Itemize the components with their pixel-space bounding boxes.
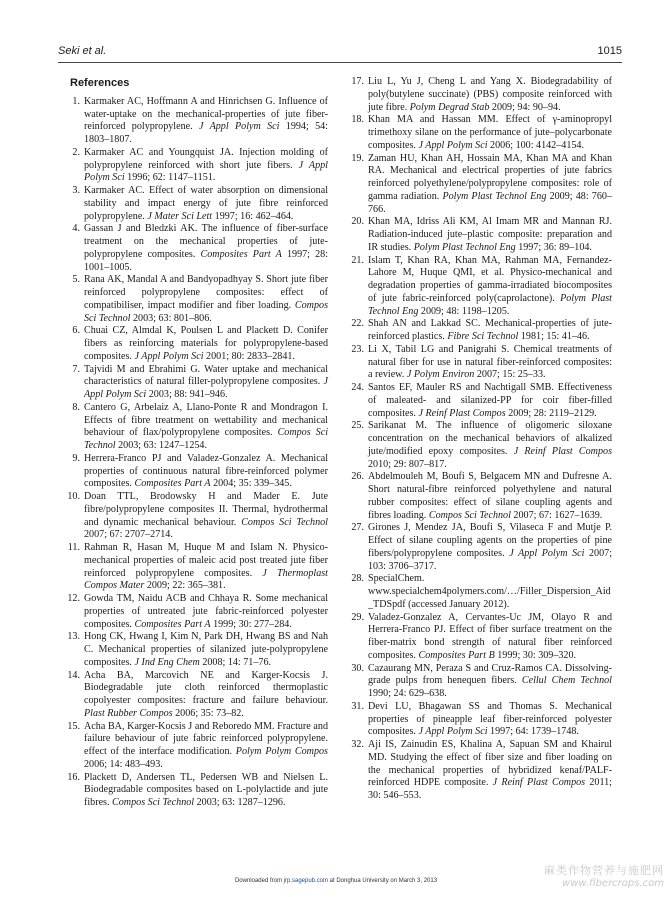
- reference-journal: Plast Rubber Compos: [84, 707, 173, 719]
- reference-text: Hong CK, Hwang I, Kim N, Park DH, Hwang BS and Nah C. Mechanical properties of silanized jute-polypropylene composites.: [84, 631, 328, 668]
- reference-journal: Composites Part A: [200, 248, 282, 260]
- reference-text: 2009; 48: 1198–1205.: [418, 305, 510, 317]
- reference-journal: Fibre Sci Technol: [447, 331, 519, 342]
- reference-journal: J Appl Polym Sci: [509, 547, 585, 559]
- reference-journal: J Appl Polym Sci: [418, 139, 488, 151]
- reference-text: 2003; 63: 801–806.: [130, 312, 212, 324]
- footer-suffix: at Donghua University on March 3, 2013: [328, 878, 438, 884]
- reference-number: 13.: [67, 631, 80, 643]
- reference-number: 28.: [351, 573, 364, 585]
- reference-text: 2007; 15: 25–33.: [474, 369, 546, 381]
- reference-text: 1996; 62: 1147–1151.: [124, 172, 216, 184]
- reference-number: 18.: [351, 114, 364, 126]
- reference-journal: J Polym Environ: [406, 369, 475, 381]
- reference-text: Sarikanat M. The influence of oligomeric siloxane concentration on the mechanical behaviors of alkalized jute/modified epoxy composites.: [368, 420, 612, 457]
- reference-text: 1997; 36: 89–104.: [515, 241, 592, 253]
- watermark-url: www.fibercrops.com: [562, 878, 664, 889]
- reference-journal: J Ind Eng Chem: [134, 656, 200, 668]
- reference-item: [346, 153, 612, 217]
- reference-text: Chuai CZ, Almdal K, Poulsen L and Plackett D. Conifer fibers as reinforcing materials for polypropylene-based composites.: [84, 325, 328, 362]
- reference-number: 14.: [67, 669, 80, 681]
- reference-item: [62, 593, 328, 631]
- reference-text: 2009; 22: 365–381.: [144, 580, 226, 592]
- reference-number: 8.: [72, 401, 80, 413]
- reference-text: 1999; 30: 309–320.: [494, 649, 577, 661]
- reference-number: 32.: [351, 739, 364, 750]
- reference-text: Herrera-Franco PJ and Valadez-Gonzalez A. Mechanical properties of continuous natural fibre-reinforced polymer composites.: [84, 452, 328, 490]
- page-number: 1015: [597, 45, 622, 57]
- reference-text: Zaman HU, Khan AH, Hossain MA, Khan MA and Khan RA. Mechanical and electrical properties of jute fabrics reinforced polyethylene/polypropylene composites: role of gamma radiation.: [368, 152, 612, 202]
- reference-text: Santos EF, Mauler RS and Nachtigall SMB. Effectiveness of maleated- and silanized-PP for coir fiber-filled composites.: [368, 382, 612, 419]
- reference-item: [62, 147, 328, 185]
- reference-text: 2006; 35: 73–82.: [172, 707, 244, 719]
- reference-text: Rana AK, Mandal A and Bandyopadhyay S. Short jute fiber reinforced polypropylene composites: effect of compatibiliser, impact modifier and fiber loading.: [84, 274, 328, 311]
- reference-text: Aji IS, Zainudin ES, Khalina A, Sapuan SM and Khairul MD. Studying the effect of fiber size and fiber loading on the mechanical properties of hybridized kenaf/PALF-reinforced HDPE composite.: [368, 739, 612, 789]
- reference-text: Girones J, Mendez JA, Boufi S, Vilaseca F and Mutje P. Effect of silane coupling agents on the properties of pine fibers/polypropylene composites.: [368, 522, 612, 559]
- reference-text: SpecialChem. www.specialchem4polymers.com/…/Filler_Dispersion_Aid_TDSpdf (accessed January 2012).: [368, 573, 611, 610]
- reference-item: [346, 573, 612, 611]
- reference-number: 15.: [67, 720, 80, 732]
- reference-text: 2007; 103: 3706–3717.: [368, 547, 612, 572]
- running-header-authors: Seki et al.: [58, 45, 107, 57]
- reference-item: [346, 471, 612, 522]
- reference-number: 7.: [72, 363, 80, 375]
- reference-text: 1994; 54: 1803–1807.: [84, 121, 328, 145]
- footer-link[interactable]: jrp.sagepub.com: [283, 878, 328, 884]
- reference-text: Abdelmouleh M, Boufi S, Belgacem MN and Dufresne A. Short natural-fibre reinforced polyethylene and natural rubber composites: effect of silane coupling agents and fibres loading.: [368, 471, 612, 521]
- reference-number: 11.: [67, 542, 80, 553]
- reference-text: Cantero G, Arbelaiz A, Llano-Ponte R and Mondragon I. Effects of fibre treatment on wettability and mechanical behaviour of flax/polypropylene composites.: [84, 401, 328, 439]
- references-left-column: [62, 76, 328, 810]
- reference-item: [346, 382, 612, 420]
- reference-item: [346, 216, 612, 254]
- reference-journal: Compos Sci Technol: [84, 427, 328, 451]
- reference-number: 25.: [351, 420, 364, 432]
- reference-text: Acha BA, Marcovich NE and Karger-Kocsis J. Biodegradable jute cloth reinforced thermoplastic copolyester composites: fracture and failure behaviour.: [84, 669, 328, 706]
- reference-item: [62, 772, 328, 810]
- reference-journal: J Thermoplast Compos Mater: [84, 567, 328, 592]
- header-rule: [58, 62, 622, 63]
- reference-item: [62, 325, 328, 363]
- reference-journal: Polym Plast Technol Eng: [442, 190, 547, 202]
- reference-number: 16.: [67, 771, 80, 783]
- reference-text: 2009; 94: 90–94.: [489, 101, 561, 113]
- reference-text: Islam T, Khan RA, Khan MA, Rahman MA, Fernandez-Lahore M, Huque QMI, et al. Physico-mechanical and degradation properties of gamma-irradiated biocomposites of jute fabric-reinforced poly(caprolactone).: [368, 254, 612, 304]
- references-right-column: [346, 76, 612, 803]
- site-watermark: [544, 864, 664, 890]
- reference-text: Doan TTL, Brodowsky H and Mader E. Jute fibre/polypropylene composites II. Thermal, hydrothermal and dynamic mechanical behaviour.: [84, 491, 328, 528]
- references-heading: References: [70, 77, 130, 89]
- reference-number: 24.: [351, 382, 364, 393]
- reference-text: 1990; 24: 629–638.: [368, 688, 447, 699]
- reference-text: Liu L, Yu J, Cheng L and Yang X. Biodegradability of poly(butylene succinate) (PBS) composite reinforced with jute fibre.: [368, 76, 612, 113]
- reference-text: 2003; 63: 1247–1254.: [115, 440, 207, 451]
- reference-text: 2003; 63: 1287–1296.: [194, 797, 286, 808]
- reference-item: [62, 721, 328, 772]
- reference-number: 6.: [72, 325, 80, 337]
- reference-journal: Compos Sci Technol: [84, 299, 328, 324]
- reference-journal: Composites Part A: [134, 618, 211, 630]
- reference-journal: J Appl Polym Sci: [198, 121, 280, 133]
- reference-number: 1.: [72, 95, 80, 107]
- reference-number: 5.: [72, 274, 80, 286]
- reference-item: [346, 420, 612, 471]
- watermark-chinese: 麻类作物营养与施肥网: [544, 864, 664, 877]
- reference-text: Valadez-Gonzalez A, Cervantes-Uc JM, Olayo R and Herrera-Franco PJ. Effect of fiber surface treatment on the fiber-matrix bond strength of natural fiber reinforced composites.: [368, 611, 612, 661]
- reference-journal: Polym Degrad Stab: [409, 101, 490, 113]
- reference-number: 27.: [351, 522, 364, 534]
- reference-text: 1999; 30: 277–284.: [210, 618, 292, 630]
- reference-text: Karmaker AC and Youngquist JA. Injection molding of polypropylene reinforced with short jute fibers.: [84, 146, 328, 171]
- reference-item: [346, 663, 612, 701]
- reference-journal: J Appl Polym Sci: [418, 726, 488, 738]
- reference-text: Cazaurang MN, Peraza S and Cruz-Ramos CA. Dissolving-grade pulps from henequen fibers.: [368, 662, 612, 687]
- reference-text: 2008; 14: 71–76.: [199, 656, 272, 668]
- reference-text: Khan MA and Hassan MM. Effect of γ-aminopropyl trimethoxy silane on the performance of jute–polycarbonate composites.: [368, 114, 612, 151]
- reference-text: 2001; 80: 2833–2841.: [203, 350, 295, 362]
- reference-journal: J Reinf Plast Compos: [492, 777, 586, 789]
- reference-journal: Polym Polym Compos: [235, 746, 328, 757]
- reference-text: Li X, Tabil LG and Panigrahi S. Chemical treatments of natural fiber for use in natural fiber-reinforced composites: a review.: [368, 343, 612, 381]
- reference-journal: Composites Part A: [134, 478, 211, 490]
- reference-text: Karmaker AC, Hoffmann A and Hinrichsen G. Influence of water-uptake on the mechanical-properties of jute fiber-reinforced polypropylene.: [84, 95, 328, 133]
- reference-item: [62, 96, 328, 147]
- reference-item: [62, 670, 328, 721]
- reference-item: [346, 522, 612, 573]
- reference-journal: J Reinf Plast Compos: [513, 445, 612, 457]
- reference-text: 2003; 88: 941–946.: [146, 389, 228, 400]
- reference-text: 2007; 67: 1627–1639.: [510, 509, 603, 521]
- reference-number: 26.: [351, 471, 364, 483]
- reference-text: 1981; 15: 41–46.: [518, 331, 590, 342]
- reference-journal: J Reinf Plast Compos: [418, 407, 506, 419]
- reference-list-left: [62, 96, 328, 810]
- reference-text: Plackett D, Andersen TL, Pedersen WB and Nielsen L. Biodegradable composites based on L-polylactide and jute fibres.: [84, 771, 328, 808]
- reference-journal: Polym Plast Technol Eng: [368, 292, 612, 317]
- reference-text: 2006; 14: 483–493.: [84, 758, 163, 770]
- reference-number: 9.: [72, 452, 80, 464]
- reference-text: 1997; 64: 1739–1748.: [487, 726, 579, 738]
- reference-item: [62, 453, 328, 491]
- reference-text: 2009; 28: 2119–2129.: [505, 407, 597, 419]
- reference-text: 2004; 35: 339–345.: [210, 478, 292, 490]
- reference-item: [346, 255, 612, 319]
- reference-text: 2010; 29: 807–817.: [368, 458, 447, 470]
- reference-journal: J Appl Polym Sci: [134, 350, 204, 362]
- reference-number: 2.: [72, 146, 80, 158]
- reference-journal: Compos Sci Technol: [428, 509, 511, 521]
- reference-item: [346, 739, 612, 803]
- reference-item: [62, 402, 328, 453]
- reference-number: 17.: [351, 76, 364, 87]
- reference-item: [346, 318, 612, 344]
- reference-journal: Cellul Chem Technol: [521, 675, 612, 687]
- reference-number: 21.: [351, 254, 364, 266]
- reference-list-right: [346, 76, 612, 803]
- reference-item: [62, 631, 328, 669]
- reference-text: 2011; 30: 546–553.: [368, 777, 612, 801]
- reference-number: 19.: [351, 152, 364, 164]
- reference-item: [346, 701, 612, 739]
- reference-item: [62, 542, 328, 593]
- reference-number: 23.: [351, 343, 364, 355]
- reference-journal: Composites Part B: [418, 649, 495, 661]
- reference-text: Gowda TM, Naidu ACB and Chhaya R. Some mechanical properties of untreated jute fabric-reinforced polyester composites.: [84, 593, 328, 630]
- reference-text: Karmaker AC. Effect of water absorption on dimensional stability and impact energy of jute fibre reinforced polypropylene.: [84, 185, 328, 222]
- reference-text: 2009; 48: 760–766.: [368, 190, 612, 215]
- reference-journal: J Appl Polym Sci: [84, 159, 328, 184]
- reference-item: [62, 185, 328, 223]
- reference-text: Acha BA, Karger-Kocsis J and Reboredo MM. Fracture and failure behaviour of jute fabric reinforced polypropylene. effect of the interface modification.: [84, 720, 328, 757]
- reference-journal: J Appl Polym Sci: [84, 376, 328, 400]
- reference-text: Tajvidi M and Ebrahimi G. Water uptake and mechanical characteristics of natural filler-polypropylene composites.: [84, 363, 328, 388]
- reference-item: [62, 223, 328, 274]
- reference-item: [62, 364, 328, 402]
- reference-text: Devi LU, Bhagawan SS and Thomas S. Mechanical properties of pineapple leaf fiber-reinforced polyester composites.: [368, 700, 612, 738]
- reference-number: 3.: [72, 185, 80, 196]
- reference-item: [346, 76, 612, 114]
- reference-text: Rahman R, Hasan M, Huque M and Islam N. Physico-mechanical properties of maleic acid post treated jute fiber reinforced polypropylene composites.: [84, 542, 328, 579]
- reference-item: [346, 612, 612, 663]
- reference-text: 2006; 100: 4142–4154.: [487, 139, 584, 151]
- reference-text: 1997; 28: 1001–1005.: [84, 248, 329, 273]
- footer-prefix: Downloaded from: [234, 878, 284, 884]
- reference-number: 31.: [351, 700, 364, 712]
- reference-item: [346, 344, 612, 382]
- reference-journal: J Mater Sci Lett: [147, 210, 213, 222]
- reference-item: [62, 274, 328, 325]
- reference-text: Khan MA, Idriss Ali KM, Al Imam MR and Mannan RJ. Radiation-induced jute–plastic composite: preparation and IR studies.: [368, 216, 612, 253]
- reference-number: 20.: [351, 216, 364, 228]
- reference-number: 29.: [351, 611, 364, 623]
- reference-journal: Compos Sci Technol: [241, 516, 328, 528]
- reference-journal: Polym Plast Technol Eng: [413, 241, 516, 253]
- reference-text: 2007; 67: 2707–2714.: [84, 529, 173, 541]
- reference-number: 30.: [351, 662, 364, 674]
- reference-text: Gassan J and Bledzki AK. The influence of fiber-surface treatment on the mechanical properties of jute-polypropylene composites.: [84, 223, 328, 260]
- reference-number: 10.: [67, 491, 80, 502]
- reference-text: 1997; 16: 462–464.: [212, 210, 294, 222]
- reference-text: Shah AN and Lakkad SC. Mechanical-properties of jute-reinforced plastics.: [368, 318, 612, 342]
- reference-number: 12.: [67, 593, 80, 604]
- reference-item: [62, 491, 328, 542]
- reference-number: 4.: [72, 223, 80, 235]
- reference-item: [346, 114, 612, 152]
- reference-number: 22.: [351, 318, 364, 330]
- reference-journal: Compos Sci Technol: [112, 797, 195, 808]
